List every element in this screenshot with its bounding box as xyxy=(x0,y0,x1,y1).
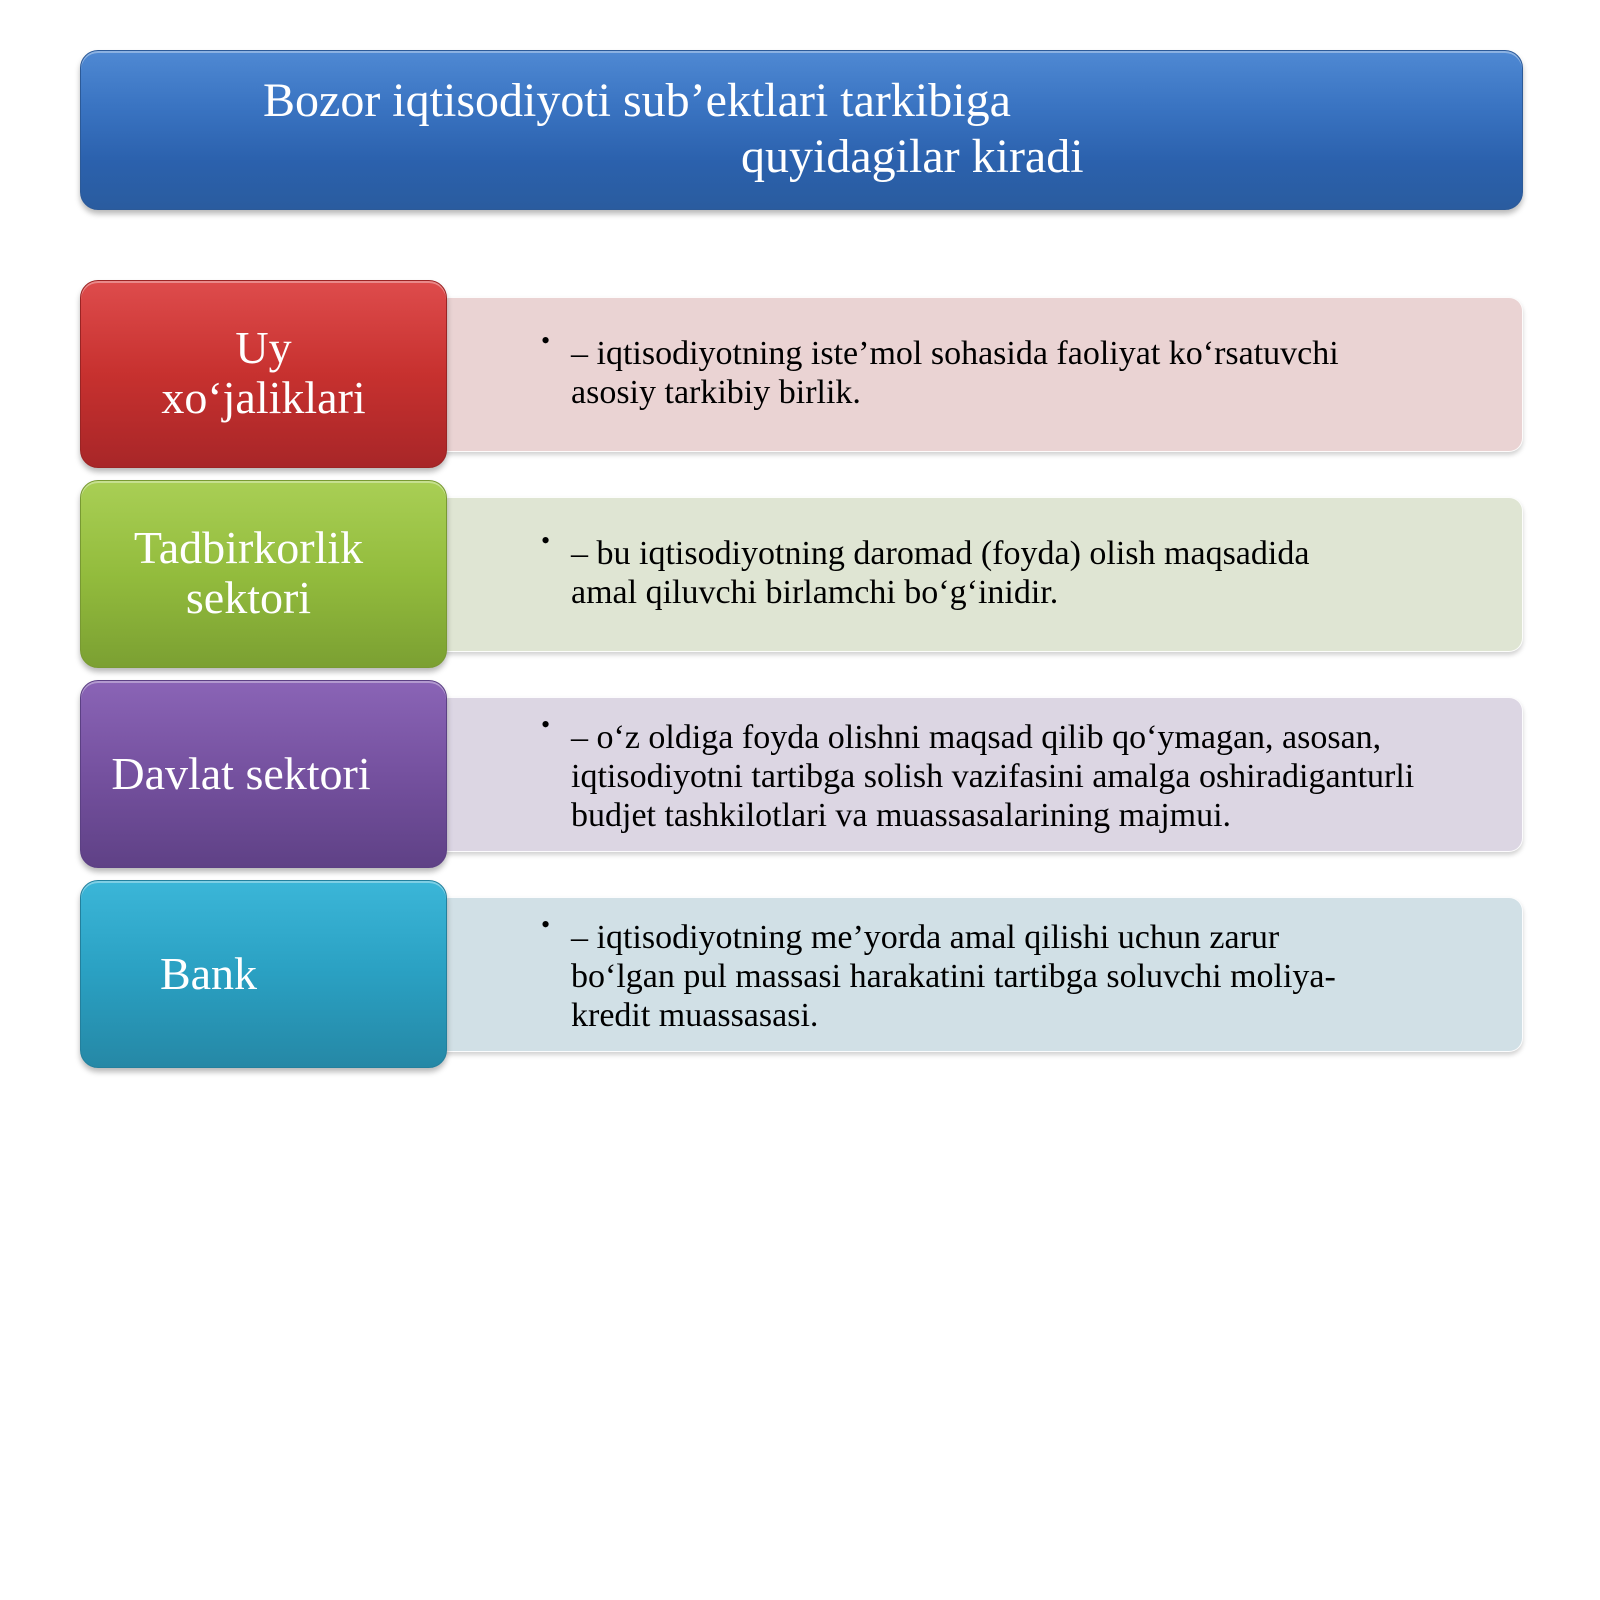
bullet-icon: • xyxy=(541,710,551,739)
government-label: Davlat sektori xyxy=(111,748,371,799)
household-description: – iqtisodiyotning iste’mol sohasida faoliyat ko‘rsatuvchi asosiy tarkibiy birlik. xyxy=(571,335,1339,411)
household-label-box xyxy=(80,280,447,468)
business-description-box xyxy=(435,497,1523,652)
business-description: – bu iqtisodiyotning daromad (foyda) olish maqsadida amal qiluvchi birlamchi bo‘g‘inidir. xyxy=(571,535,1310,611)
government-description: – o‘z oldiga foyda olishni maqsad qilib qo‘ymagan, asosan, iqtisodiyotni tartibga solish vazifasini amalga oshiradiganturli budjet tashkilotlari va muassasalarining majmui. xyxy=(571,719,1415,834)
diagram-title-line-2: quyidagilar kiradi xyxy=(741,130,1084,183)
diagram-title-box xyxy=(80,50,1523,210)
government-label-box xyxy=(80,680,447,868)
household-description-box xyxy=(435,297,1523,452)
household-label: Uy xo‘jaliklari xyxy=(161,322,366,423)
bank-label: Bank xyxy=(159,948,258,999)
bullet-icon: • xyxy=(541,326,551,355)
bank-description-box xyxy=(435,897,1523,1052)
diagram-title-line-1: Bozor iqtisodiyoti sub’ektlari tarkibiga xyxy=(263,74,1011,127)
bullet-icon: • xyxy=(541,526,551,555)
business-label-box xyxy=(80,480,447,668)
government-description-box xyxy=(435,697,1523,852)
bullet-icon: • xyxy=(541,910,551,939)
bank-description: – iqtisodiyotning me’yorda amal qilishi uchun zarur bo‘lgan pul massasi harakatini tartibga soluvchi moliya- kredit muassasasi. xyxy=(571,919,1336,1034)
business-label: Tadbirkorlik sektori xyxy=(133,522,364,623)
bank-label-box xyxy=(80,880,447,1068)
